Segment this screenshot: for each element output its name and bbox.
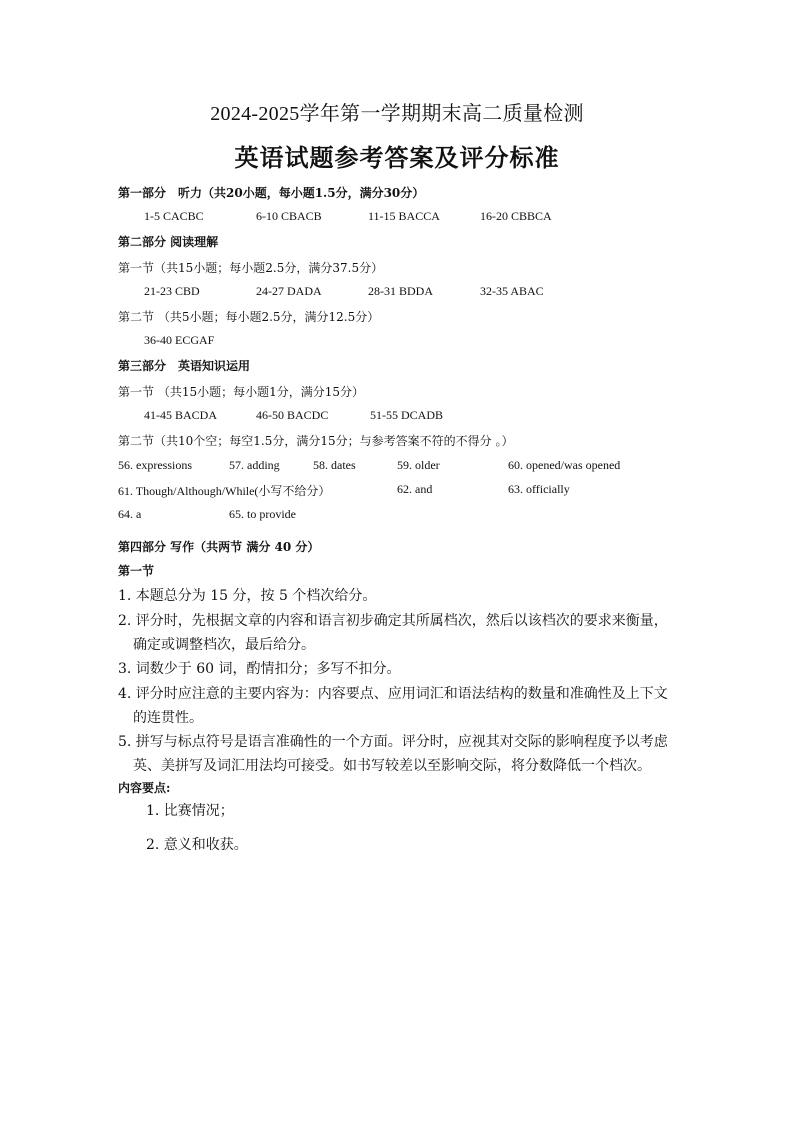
- document-title-line1: 2024-2025学年第一学期期末高二质量检测: [210, 103, 584, 125]
- answer-group: 32-35 ABAC: [480, 284, 544, 298]
- answer-group: 11-15 BACCA: [368, 209, 440, 223]
- scoring-rule-4: 4. 评分时应注意的主要内容为：内容要点、应用词汇和语法结构的数量和准确性及上下文: [118, 686, 668, 702]
- part2-section2-heading: 第二节 （共5小题；每小题2.5分，满分12.5分）: [118, 310, 380, 324]
- part3-heading: 第三部分 英语知识运用: [118, 359, 251, 373]
- part2-heading: 第二部分 阅读理解: [118, 235, 219, 249]
- blank-answer: 62. and: [397, 482, 433, 496]
- answer-group: 51-55 DCADB: [370, 408, 444, 422]
- blank-answer: 61. Though/Although/While(小写不给分）: [118, 484, 331, 498]
- answer-group: 21-23 CBD: [144, 284, 200, 298]
- blank-answer: 65. to provide: [229, 507, 296, 521]
- scoring-rule-2-continued: 确定或调整档次，最后给分。: [133, 637, 315, 653]
- key-point-item: 1. 比赛情况；: [146, 803, 234, 819]
- answer-group: 41-45 BACDA: [144, 408, 218, 422]
- key-point-item: 2. 意义和收获。: [146, 837, 248, 853]
- answer-group: 24-27 DADA: [256, 284, 322, 298]
- scoring-rule-5-continued: 英、美拼写及词汇用法均可接受。如书写较差以至影响交际，将分数降低一个档次。: [133, 758, 651, 774]
- part3-section1-heading: 第一节 （共15小题；每小题1分，满分15分）: [118, 385, 364, 399]
- blank-answer: 58. dates: [313, 458, 356, 472]
- answer-group: 1-5 CACBC: [144, 209, 204, 223]
- blank-answer: 57. adding: [229, 458, 280, 472]
- key-points-heading: 内容要点:: [118, 781, 171, 795]
- answer-group: 6-10 CBACB: [256, 209, 322, 223]
- answer-group: 28-31 BDDA: [368, 284, 433, 298]
- document-title-line2: 英语试题参考答案及评分标准: [234, 143, 560, 172]
- blank-answer: 59. older: [397, 458, 440, 472]
- blank-answer: 60. opened/was opened: [508, 458, 621, 472]
- answer-group: 16-20 CBBCA: [480, 209, 552, 223]
- part4-heading: 第四部分 写作（共两节 满分 40 分）: [118, 540, 320, 554]
- blank-answer: 64. a: [118, 507, 142, 521]
- part4-section1-heading: 第一节: [118, 564, 155, 578]
- scoring-rule-1: 1. 本题总分为 15 分，按 5 个档次给分。: [118, 588, 377, 604]
- scoring-rule-5: 5. 拼写与标点符号是语言准确性的一个方面。评分时，应视其对交际的影响程度予以考虑: [118, 734, 668, 750]
- part2-section1-heading: 第一节（共15小题；每小题2.5分，满分37.5分）: [118, 261, 384, 275]
- answer-group: 46-50 BACDC: [256, 408, 329, 422]
- scoring-rule-2: 2. 评分时，先根据文章的内容和语言初步确定其所属档次，然后以该档次的要求来衡量，: [118, 613, 668, 629]
- part1-heading: 第一部分 听力（共20小题，每小题1.5分，满分30分）: [118, 186, 425, 200]
- scoring-rule-4-continued: 的连贯性。: [133, 710, 203, 726]
- part3-section2-heading: 第二节（共10个空；每空1.5分，满分15分；与参考答案不符的不得分 。）: [118, 434, 514, 448]
- blank-answer: 56. expressions: [118, 458, 192, 472]
- scoring-rule-3: 3. 词数少于 60 词，酌情扣分；多写不扣分。: [118, 661, 401, 677]
- answer-group: 36-40 ECGAF: [144, 333, 215, 347]
- blank-answer: 63. officially: [508, 482, 570, 496]
